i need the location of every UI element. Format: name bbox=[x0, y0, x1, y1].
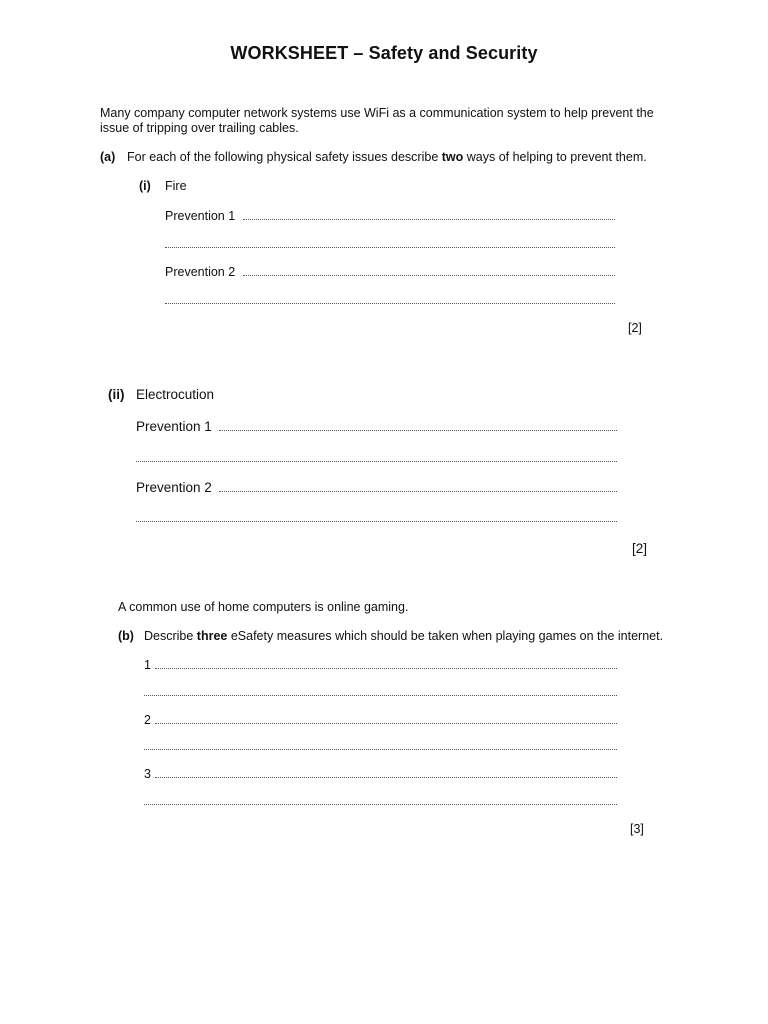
electro-prevention-1-line-b[interactable] bbox=[136, 461, 617, 462]
part-b-question-post: eSafety measures which should be taken when playing games on the internet. bbox=[227, 629, 664, 643]
sub-i-label: (i) bbox=[139, 179, 151, 193]
fire-prevention-2-label: Prevention 2 bbox=[165, 265, 236, 279]
part-a-label: (a) bbox=[100, 150, 116, 164]
fire-prevention-1-label: Prevention 1 bbox=[165, 209, 236, 223]
esafety-item-2-number: 2 bbox=[144, 713, 151, 727]
part-b-intro: A common use of home computers is online gaming. bbox=[118, 600, 409, 614]
esafety-item-2-line-b[interactable] bbox=[144, 749, 617, 750]
electro-prevention-2-line-a[interactable] bbox=[219, 491, 617, 492]
fire-prevention-2-line-b[interactable] bbox=[165, 303, 615, 304]
esafety-item-3-line-a[interactable] bbox=[155, 777, 617, 778]
electro-prevention-2-label: Prevention 2 bbox=[136, 480, 212, 495]
part-b-question-pre: Describe bbox=[144, 629, 197, 643]
part-a-question bbox=[127, 150, 647, 164]
electro-prevention-1-label: Prevention 1 bbox=[136, 419, 212, 434]
esafety-item-1-number: 1 bbox=[144, 658, 151, 672]
part-b-question-bold: three bbox=[196, 629, 228, 643]
esafety-item-1-line-b[interactable] bbox=[144, 695, 617, 696]
part-a-question-post: ways of helping to prevent them. bbox=[463, 150, 647, 164]
part-a-question-bold: two bbox=[441, 150, 464, 164]
fire-prevention-2-line-a[interactable] bbox=[243, 275, 615, 276]
sub-ii-topic: Electrocution bbox=[136, 387, 215, 402]
part-b-question bbox=[144, 629, 663, 643]
esafety-item-3-line-b[interactable] bbox=[144, 804, 617, 805]
sub-i-topic: Fire bbox=[165, 179, 187, 193]
part-a-question-pre: For each of the following physical safety issues describe bbox=[127, 150, 442, 164]
electro-marks: [2] bbox=[632, 541, 648, 556]
electro-prevention-1-line-a[interactable] bbox=[219, 430, 617, 431]
esafety-item-1-line-a[interactable] bbox=[155, 668, 617, 669]
fire-prevention-1-line-b[interactable] bbox=[165, 247, 615, 248]
worksheet-title: WORKSHEET – Safety and Security bbox=[230, 43, 538, 63]
intro-text: Many company computer network systems use WiFi as a communication system to help prevent the issue of tripping over trailing cables. bbox=[100, 106, 654, 135]
fire-marks: [2] bbox=[628, 321, 642, 335]
sub-ii-label: (ii) bbox=[108, 387, 125, 402]
fire-prevention-1-line-a[interactable] bbox=[243, 219, 615, 220]
part-b-label: (b) bbox=[118, 629, 134, 643]
esafety-item-2-line-a[interactable] bbox=[155, 723, 617, 724]
esafety-marks: [3] bbox=[630, 822, 644, 836]
electro-prevention-2-line-b[interactable] bbox=[136, 521, 617, 522]
esafety-item-3-number: 3 bbox=[144, 767, 151, 781]
